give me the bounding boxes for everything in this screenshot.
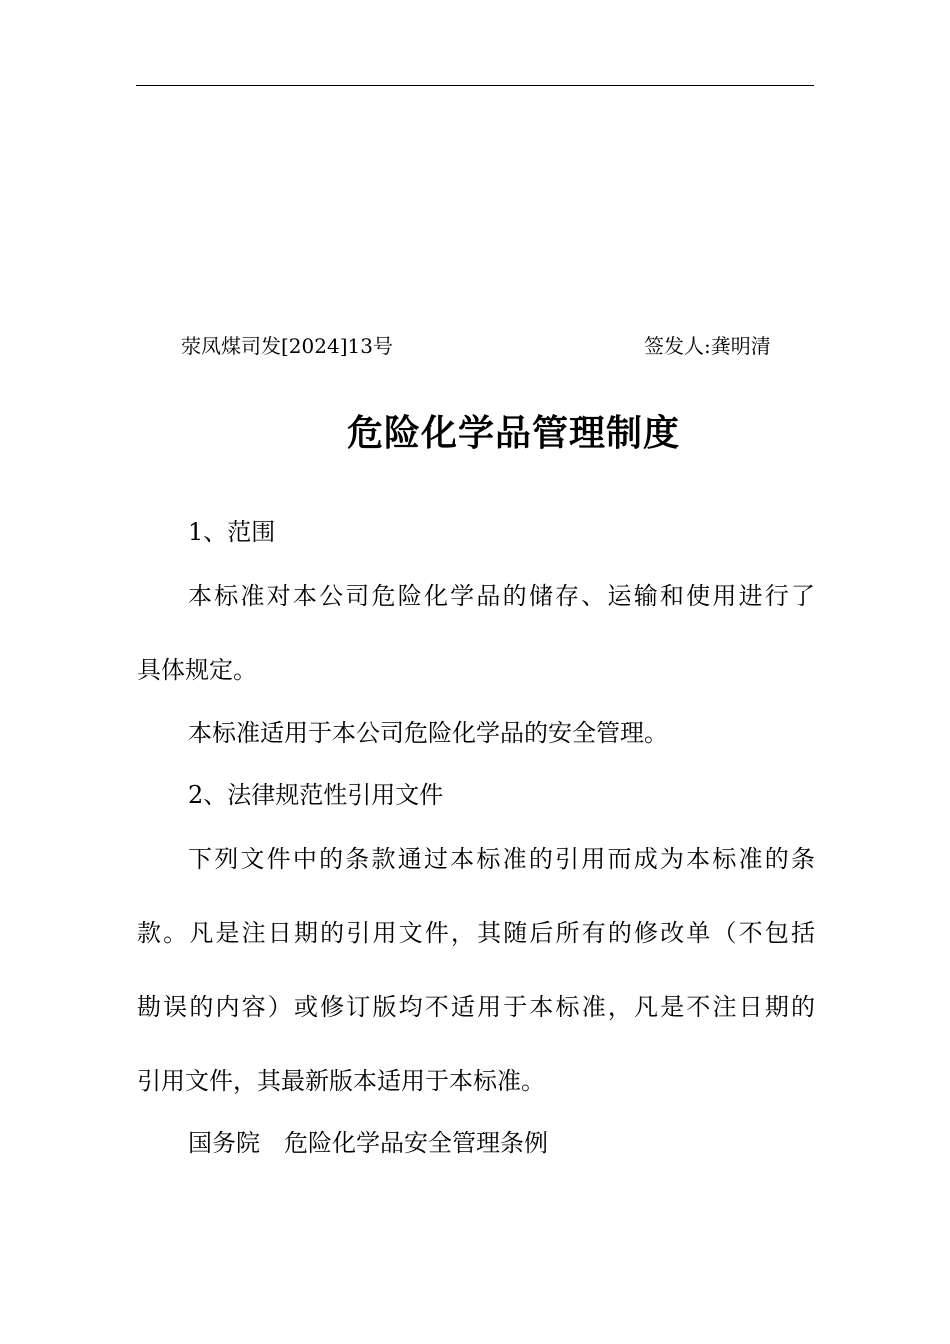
section-2-heading: 2、法律规范性引用文件 (188, 781, 444, 809)
paragraph-3-line-4: 引用文件，其最新版本适用于本标准。 (137, 1067, 545, 1095)
paragraph-1-line-2: 具体规定。 (137, 656, 257, 684)
signer-label: 签发人:龚明清 (644, 334, 771, 358)
paragraph-3-line-2: 款。凡是注日期的引用文件，其随后所有的修改单（不包括 (137, 919, 815, 947)
paragraph-3-line-1: 下列文件中的条款通过本标准的引用而成为本标准的条 (188, 845, 815, 873)
reference-item-1: 国务院 危险化学品安全管理条例 (188, 1129, 548, 1157)
document-number: 荥凤煤司发[2024]13号 (181, 334, 393, 358)
section-1-heading: 1、范围 (188, 518, 276, 546)
document-title: 危险化学品管理制度 (346, 412, 680, 454)
header-rule (136, 85, 814, 86)
paragraph-1-line-1: 本标准对本公司危险化学品的储存、运输和使用进行了 (188, 582, 815, 610)
paragraph-2: 本标准适用于本公司危险化学品的安全管理。 (188, 719, 668, 747)
paragraph-3-line-3: 勘误的内容）或修订版均不适用于本标准，凡是不注日期的 (137, 993, 815, 1021)
